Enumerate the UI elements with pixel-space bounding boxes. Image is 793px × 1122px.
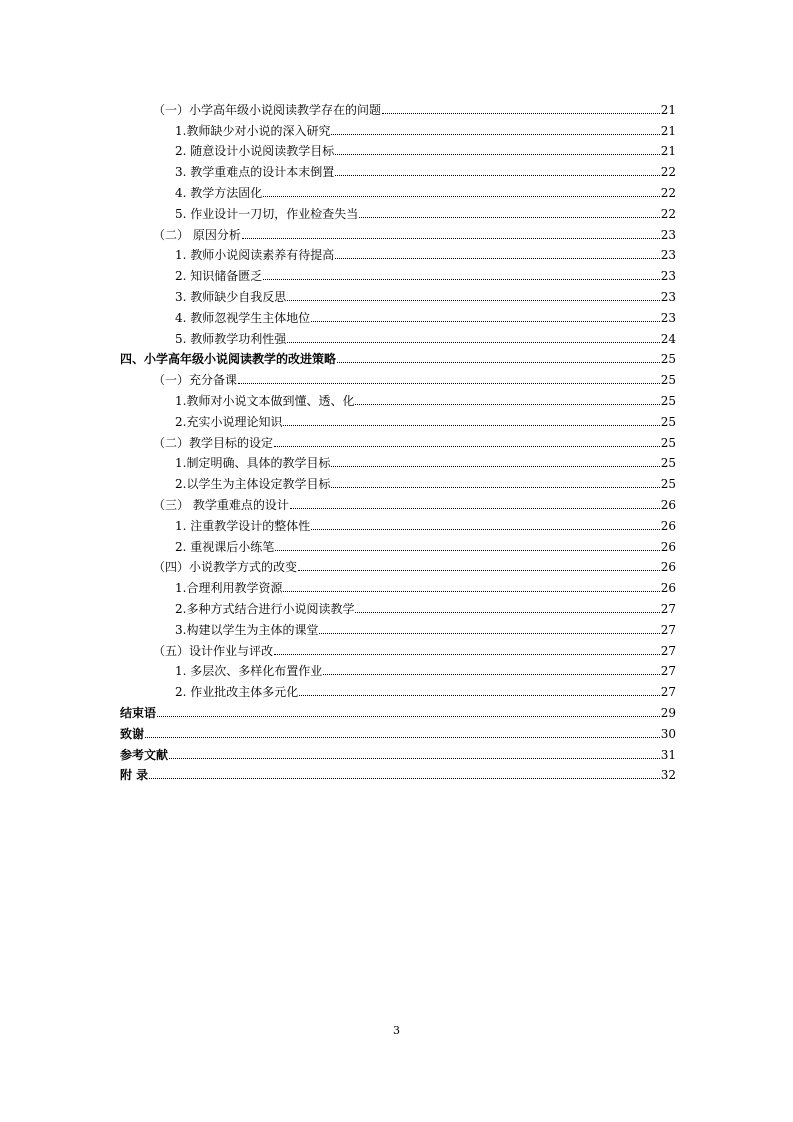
toc-dot-leader [145, 737, 660, 738]
toc-entry-page: 27 [660, 664, 676, 679]
toc-entry[interactable] [120, 720, 676, 741]
toc-entry-page: 26 [660, 539, 676, 554]
toc-entry[interactable] [120, 533, 676, 554]
toc-entry-page: 25 [660, 352, 676, 367]
toc-dot-leader [275, 550, 659, 551]
toc-entry[interactable] [120, 762, 676, 783]
toc-dot-leader [290, 508, 660, 509]
toc-entry[interactable] [120, 179, 676, 200]
toc-entry-page: 23 [660, 248, 676, 263]
toc-entry[interactable] [120, 96, 676, 117]
toc-entry[interactable] [120, 450, 676, 471]
toc-entry[interactable] [120, 138, 676, 159]
toc-entry[interactable] [120, 512, 676, 533]
toc-entry-title: 1.教师对小说文本做到懂、透、化 [175, 393, 355, 408]
toc-entry-page: 25 [660, 414, 676, 429]
toc-entry[interactable] [120, 741, 676, 762]
toc-entry-page: 21 [660, 144, 676, 159]
toc-entry-page: 23 [660, 269, 676, 284]
toc-dot-leader [169, 758, 660, 759]
toc-entry-page: 32 [660, 768, 676, 783]
toc-dot-leader [238, 383, 660, 384]
toc-entry[interactable] [120, 346, 676, 367]
toc-entry-title: 1. 多层次、多样化布置作业 [175, 664, 323, 679]
toc-entry-page: 23 [660, 310, 676, 325]
toc-entry-title: 4. 教师忽视学生主体地位 [175, 310, 311, 325]
toc-dot-leader [337, 362, 660, 363]
toc-entry-page: 22 [660, 185, 676, 200]
toc-entry-title: 附 录 [120, 768, 149, 783]
toc-entry-title: 5. 作业设计一刀切，作业检查失当 [175, 206, 359, 221]
toc-dot-leader [283, 425, 659, 426]
toc-dot-leader [287, 300, 659, 301]
toc-dot-leader [149, 778, 660, 779]
toc-entry[interactable] [120, 304, 676, 325]
toc-entry[interactable] [120, 366, 676, 387]
toc-dot-leader [335, 175, 659, 176]
toc-entry-title: 2. 重视课后小练笔 [175, 539, 275, 554]
toc-entry[interactable] [120, 387, 676, 408]
toc-entry-page: 29 [660, 705, 676, 720]
toc-entry-page: 22 [660, 206, 676, 221]
toc-entry-page: 25 [660, 393, 676, 408]
toc-entry[interactable] [120, 283, 676, 304]
toc-dot-leader [311, 529, 659, 530]
toc-dot-leader [323, 674, 659, 675]
toc-entry-title: （一）充分备课 [153, 373, 238, 388]
toc-entry-page: 27 [660, 685, 676, 700]
toc-dot-leader [331, 466, 659, 467]
toc-dot-leader [331, 134, 659, 135]
toc-entry[interactable] [120, 429, 676, 450]
toc-entry-page: 26 [660, 518, 676, 533]
toc-dot-leader [335, 154, 659, 155]
toc-dot-leader [287, 342, 659, 343]
toc-dot-leader [283, 591, 659, 592]
toc-entry-page: 26 [660, 497, 676, 512]
toc-entry-title: 3. 教学重难点的设计本末倒置 [175, 165, 335, 180]
toc-entry-page: 27 [660, 601, 676, 616]
toc-dot-leader [359, 217, 659, 218]
toc-entry-title: 参考文献 [120, 747, 169, 762]
toc-entry[interactable] [120, 491, 676, 512]
toc-entry-title: （五）设计作业与评改 [153, 643, 274, 658]
toc-entry-title: 2.充实小说理论知识 [175, 414, 283, 429]
page-number: 3 [393, 1024, 400, 1037]
toc-entry-title: 1.合理利用教学资源 [175, 581, 283, 596]
toc-entry[interactable] [120, 117, 676, 138]
toc-entry-title: 1.制定明确、具体的教学目标 [175, 456, 331, 471]
toc-entry-page: 21 [660, 123, 676, 138]
toc-entry-title: 2.以学生为主体设定教学目标 [175, 477, 331, 492]
toc-entry-page: 23 [660, 227, 676, 242]
toc-entry-page: 27 [660, 643, 676, 658]
toc-entry[interactable] [120, 595, 676, 616]
toc-dot-leader [382, 113, 660, 114]
toc-entry[interactable] [120, 470, 676, 491]
toc-entry[interactable] [120, 616, 676, 637]
toc-entry-page: 26 [660, 560, 676, 575]
toc-entry-title: 2. 知识储备匮乏 [175, 269, 263, 284]
toc-dot-leader [311, 321, 659, 322]
toc-entry[interactable] [120, 221, 676, 242]
toc-entry-page: 26 [660, 581, 676, 596]
toc-entry-title: 3. 教师缺少自我反思 [175, 289, 287, 304]
toc-entry-page: 30 [660, 726, 676, 741]
toc-entry-page: 25 [660, 456, 676, 471]
toc-dot-leader [331, 487, 659, 488]
toc-dot-leader [355, 612, 659, 613]
toc-entry-page: 24 [660, 331, 676, 346]
toc-entry[interactable] [120, 658, 676, 679]
toc-entry-page: 21 [660, 102, 676, 117]
toc-dot-leader [274, 654, 660, 655]
toc-entry-page: 22 [660, 165, 676, 180]
toc-dot-leader [299, 695, 659, 696]
toc-entry-title: 2. 随意设计小说阅读教学目标 [175, 144, 335, 159]
toc-entry-page: 25 [660, 477, 676, 492]
toc-entry-title: 1. 教师小说阅读素养有待提高 [175, 248, 335, 263]
toc-dot-leader [263, 279, 659, 280]
toc-entry-title: （一）小学高年级小说阅读教学存在的问题 [153, 102, 382, 117]
toc-dot-leader [274, 446, 660, 447]
toc-entry-page: 23 [660, 289, 676, 304]
toc-entry[interactable] [120, 554, 676, 575]
toc-entry[interactable] [120, 699, 676, 720]
toc-entry-title: 4. 教学方法固化 [175, 185, 263, 200]
table-of-contents [120, 96, 676, 782]
toc-entry-title: 1.教师缺少对小说的深入研究 [175, 123, 331, 138]
toc-entry-title: 结束语 [120, 705, 157, 720]
toc-dot-leader [263, 196, 659, 197]
toc-entry-title: 2.多种方式结合进行小说阅读教学 [175, 601, 355, 616]
toc-entry-title: 四、小学高年级小说阅读教学的改进策略 [120, 352, 337, 367]
toc-dot-leader [157, 716, 660, 717]
toc-entry-page: 25 [660, 373, 676, 388]
toc-dot-leader [335, 258, 659, 259]
toc-entry-title: 3.构建以学生为主体的课堂 [175, 622, 319, 637]
toc-dot-leader [355, 404, 659, 405]
toc-entry-title: （二） 原因分析 [153, 227, 241, 242]
toc-entry-title: 2. 作业批改主体多元化 [175, 685, 299, 700]
toc-entry[interactable] [120, 200, 676, 221]
toc-entry[interactable] [120, 574, 676, 595]
toc-dot-leader [242, 238, 660, 239]
toc-dot-leader [298, 570, 660, 571]
toc-entry[interactable] [120, 242, 676, 263]
toc-entry-page: 31 [660, 747, 676, 762]
toc-dot-leader [319, 633, 659, 634]
toc-entry[interactable] [120, 158, 676, 179]
toc-entry-title: （四）小说教学方式的改变 [153, 560, 298, 575]
toc-entry[interactable] [120, 678, 676, 699]
toc-entry[interactable] [120, 408, 676, 429]
toc-entry-title: 5. 教师教学功利性强 [175, 331, 287, 346]
toc-entry-page: 27 [660, 622, 676, 637]
toc-entry[interactable] [120, 637, 676, 658]
toc-entry[interactable] [120, 262, 676, 283]
toc-entry-title: （三） 教学重难点的设计 [153, 497, 289, 512]
toc-entry-page: 25 [660, 435, 676, 450]
toc-entry-title: 致谢 [120, 726, 145, 741]
toc-entry-title: （二）教学目标的设定 [153, 435, 274, 450]
toc-entry-title: 1. 注重教学设计的整体性 [175, 518, 311, 533]
toc-entry[interactable] [120, 325, 676, 346]
